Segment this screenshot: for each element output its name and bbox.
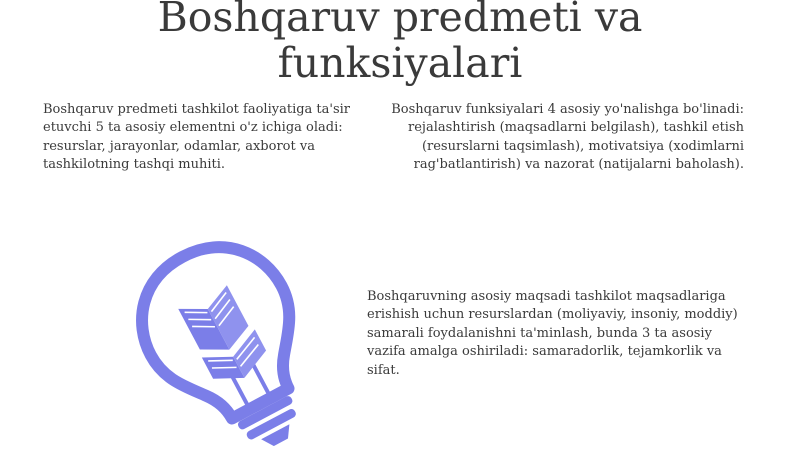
page-title: Boshqaruv predmeti va funksiyalari bbox=[157, 0, 643, 87]
goal-paragraph: Boshqaruvning asosiy maqsadi tashkilot maqsadlariga erishish uchun resurslardan (moliyaviy, insoniy, moddiy) samarali foydalanishni ta'minlash, bunda 3 ta asosiy vazifa amalga oshiriladi: samaradorlik, tejamkorlik va sifat. bbox=[367, 289, 738, 378]
functions-paragraph: Boshqaruv funksiyalari 4 asosiy yo'nalishga bo'linadi: rejalashtirish (maqsadlarni belgilash), tashkil etish (resurslarni taqsimlash), motivatsiya (xodimlarni rag'batlantirish) va nazorat (natijalarni baholash). bbox=[391, 102, 744, 173]
subject-paragraph: Boshqaruv predmeti tashkilot faoliyatiga ta'sir etuvchi 5 ta asosiy elementni o'z ichiga oladi: resurslar, jarayonlar, odamlar, axborot va tashkilotning tashqi muhiti. bbox=[43, 102, 351, 173]
lightbulb-book-icon bbox=[108, 234, 318, 446]
